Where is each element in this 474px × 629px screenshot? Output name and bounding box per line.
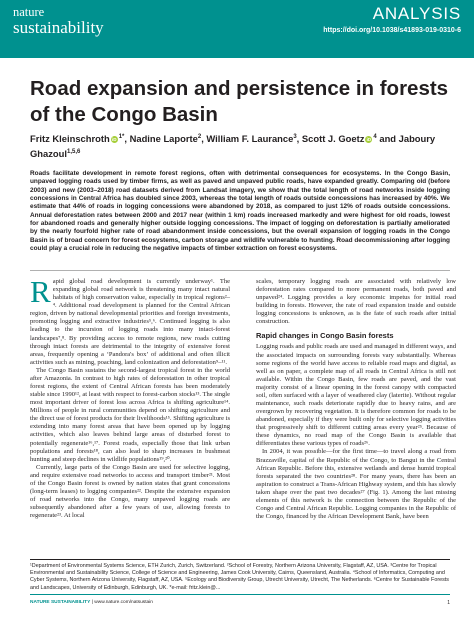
journal-logo-line2: sustainability bbox=[13, 17, 104, 37]
author-separator: , bbox=[201, 133, 207, 145]
author-affiliation-marker: 2 bbox=[197, 134, 202, 140]
footer-journal-name: NATURE SUSTAINABILITY bbox=[30, 600, 91, 605]
author-name: William F. Laurance bbox=[206, 133, 294, 145]
article-title: Road expansion and persistence in forests of the Congo Basin bbox=[30, 77, 449, 126]
author-name: Nadine Laporte bbox=[129, 133, 198, 145]
author-name: Jaboury Ghazoul bbox=[30, 133, 436, 159]
author-list bbox=[30, 131, 450, 160]
body-paragraph: Currently, large parts of the Congo Basin are used for selective logging, and require extensive road networks to access and transport timber²¹. Most of the Congo Basin forest is owned by nation states that grant concessions (long-term leases) to logging companies²². Despite the extensive expansion of road networks into the Congo, many unpaved logging roads are subsequently abandoned after a few years of use, allowing forests to regenerate²³. At local bbox=[30, 463, 230, 520]
body-paragraph: The Congo Basin sustains the second-largest tropical forest in the world after Amazonia. In contrast to high rates of deforestation in other tropical forest regions, the extent of Central African forests has been moderately stable since 1990¹², at least with respect to forest-carbon stocks¹³. The single most important driver of forest loss across Africa is shifting agriculture¹⁴. Millions of people in rural communities depend on shifting agriculture and the direct use of forest products for their livelihoods¹⁵. Shifting agriculture is extending into many forest areas that have been opened up by logging activities, which also leaves behind large areas of disturbed forest to potentially regenerate¹⁶,¹⁷. Forest roads, especially those that link urban populations and forests¹⁸, can also lead to sharp increases in bushmeat hunting and steep declines in wildlife populations¹⁹,²⁰. bbox=[30, 366, 230, 463]
article-type-label: ANALYSIS bbox=[372, 4, 461, 23]
journal-header-bar bbox=[0, 0, 474, 58]
author-separator: and bbox=[376, 133, 399, 145]
footer-url[interactable]: www.nature.com/natsustain bbox=[94, 600, 153, 605]
journal-logo-line1: nature bbox=[13, 5, 45, 19]
drop-cap: R bbox=[30, 274, 51, 309]
journal-logo bbox=[13, 6, 104, 36]
section-divider bbox=[30, 270, 450, 271]
author-affiliation-marker: 1* bbox=[118, 134, 125, 140]
affiliations-footnote: ¹Department of Environmental Systems Science, ETH Zurich, Zurich, Switzerland. ²School of Forestry, Northern Arizona University, Flagstaff, AZ, USA. ³Centre for Tropical Environmental and Sustainability Science, College of Science and Engineering, James Cook University, Cairns, Queensland, Australia. ⁴School of Informatics, Computing and Cyber Systems, Northern Arizona University, Flagstaff, AZ, USA. ⁵Ecology and Biodiversity Group, Utrecht University, Utrecht, The Netherlands. ⁶Centre for Sustainable Forests and Landscapes, University of Edinburgh, Edinburgh, UK. *e-mail: fritz.klein@... bbox=[30, 563, 449, 591]
body-paragraph: apid global road development is currently underway¹. The expanding global road network is threatening many intact natural habitats of high conservation value, especially in tropical regions²–⁴. Additional road development is planned for the Central African region, driven by national developmental priorities and foreign investments, promoting logging and extractive industries⁵,⁶. Continued logging is also leading to the incursion of logging roads into many intact-forest landscapes⁷,⁸. By providing access to remote regions, new roads cutting through intact forests are detrimental to the integrity of extensive forest areas, frequently opening a ‘Pandora's box’ of additional and often illicit activities such as mining, poaching, land colonization and deforestation⁹–¹¹. bbox=[30, 278, 230, 366]
footer-divider bbox=[30, 594, 450, 595]
body-paragraph: Logging roads and public roads are used and managed in different ways, and the associated impacts on surrounding forests vary substantially. Whereas some regions of the world have access to reliable road maps and digital, as well as on paper, a complete map of all roads in Central Africa is still not available. Within the Congo Basin, few roads are paved, and the vast majority consist of a linear opening in the forest canopy with compacted soil, often surfaced with a layer of weathered clay (laterite). Without regular maintenance, such roads deteriorate rapidly due to heavy rains, and are overgrown by recovering vegetation. It is therefore common for roads to be abandoned, especially if they were built only for selective logging activities that progressively shift to different cutting areas every year²⁵. Because of these dynamics, no road map of the Congo Basin is available that differentiates these various types of roads²⁶. bbox=[256, 343, 456, 448]
body-column-right bbox=[256, 278, 456, 521]
body-paragraph: In 2004, it was possible—for the first time—to travel along a road from Brazzaville, capital of the Republic of the Congo, to Bangui in the Central African Republic. Before this, extensive wetlands and dense humid tropical forests separated the two countries²⁸. For many years, there has been an aspiration to construct a Trans-African Highway system, and this has slowly taken shape over the past two decades²⁷ (Fig. 1). Among the last missing elements of this network is the connection between the Republic of the Congo and Central African Republic. Logging companies in the Republic of the Congo, financed by the African Development Bank, have been bbox=[256, 448, 456, 521]
page-footer bbox=[30, 600, 153, 605]
author-name: Scott J. Goetz bbox=[301, 133, 365, 145]
footnote-divider bbox=[30, 559, 450, 560]
author-name: Fritz Kleinschroth bbox=[30, 133, 110, 145]
orcid-icon[interactable]: iD bbox=[111, 137, 117, 143]
body-paragraph: scales, temporary logging roads are associated with relatively low deforestation rates compared to more permanent roads, both paved and unpaved²⁴. Logging provides a key economic impetus for initial road building in forests. However, the rate of road expansion inside and outside logging concessions is unknown, as is the fate of such roads after initial construction. bbox=[256, 278, 456, 326]
doi-link[interactable]: https://doi.org/10.1038/s41893-019-0310-6 bbox=[323, 27, 461, 34]
abstract: Roads facilitate development in remote forest regions, often with detrimental consequences for ecosystems. In the Congo Basin, unpaved logging roads used by timber firms, as well as paved and unpaved public roads, have expanded greatly. Comparing old (before 2003) and new (2003–2018) road datasets derived from Landsat imagery, we show that the total length of road networks inside logging concessions in Central Africa has doubled since 2003, whereas the total length of roads outside concessions has increased by 40%. We estimate that 44% of roads in logging concessions were abandoned by 2018, as compared to just 12% of roads outside concessions. Annual deforestation rates between 2000 and 2017 near (within 1 km) roads increased markedly and were highest for old roads, lowest for abandoned roads and generally higher outside logging concessions. The impact of logging on deforestation is partially ameliorated by the nearly fourfold higher rate of road abandonment inside concessions, but the overall expansion of logging roads in the Congo Basin is of broad concern for forest ecosystems, carbon storage and wildlife vulnerable to hunting. Road decommissioning after logging could play a crucial role in reducing the negative impacts of timber extraction on forest ecosystems. bbox=[30, 170, 450, 252]
orcid-icon[interactable]: iD bbox=[366, 137, 372, 143]
author-affiliation-marker: 3 bbox=[293, 134, 297, 140]
author-affiliation-marker: 4 bbox=[373, 134, 377, 140]
author-separator: , bbox=[296, 133, 302, 145]
footer-separator: | bbox=[91, 600, 95, 605]
section-heading: Rapid changes in Congo Basin forests bbox=[256, 331, 394, 341]
page-number: 1 bbox=[447, 600, 450, 606]
author-separator: , bbox=[124, 133, 130, 145]
author-affiliation-marker: 1,5,6 bbox=[66, 148, 81, 155]
body-column-left bbox=[30, 274, 230, 520]
